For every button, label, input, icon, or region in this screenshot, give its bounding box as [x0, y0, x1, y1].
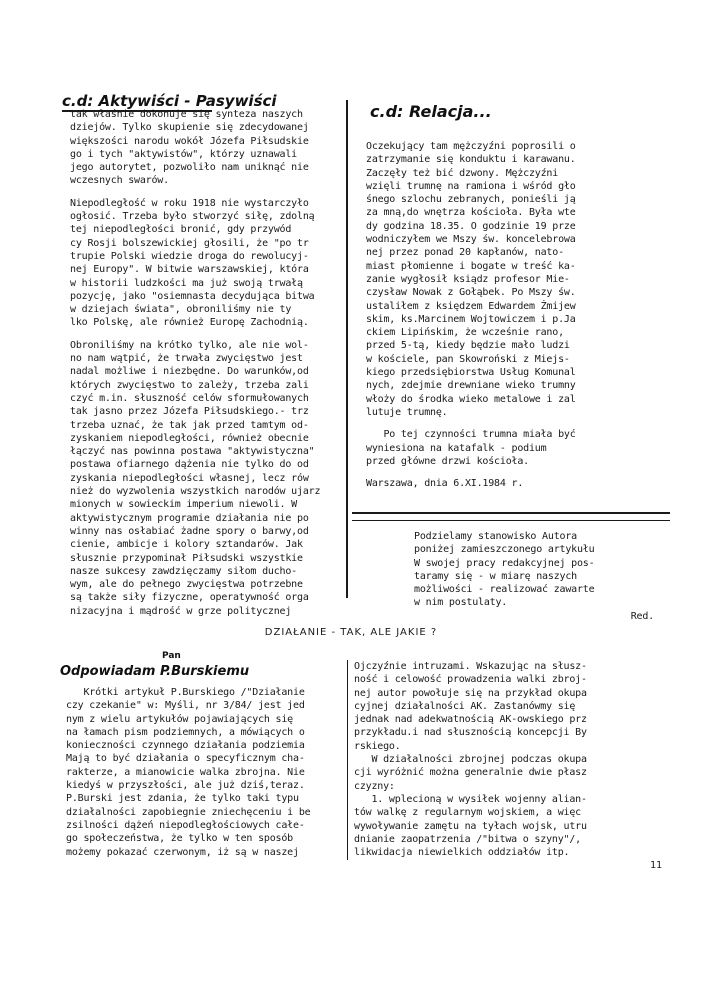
- text-line: są także siły fizyczne, operatywność orga: [70, 592, 309, 604]
- horizontal-rule-upper: [352, 512, 670, 514]
- text-line: możemy pokazać czerwonym, iż są w naszej: [66, 846, 299, 858]
- text-line: aktywistycznym programie działania nie po: [70, 512, 309, 524]
- text-line: poniżej zamieszczonego artykułu: [414, 544, 595, 556]
- text-line: jego autorytet, pozwoliło nam uniknąć nie: [70, 162, 309, 174]
- text-line: go i tych "aktywistów", którzy uznawali: [70, 148, 297, 160]
- text-line: działalności zapobiegnie zniechęceniu i be: [66, 806, 311, 818]
- text-line: nasze sukcesy zawdzięczamy siłom ducho-: [70, 565, 297, 577]
- text-line: cienie, ambicje i kolory sztandarów. Jak: [70, 539, 303, 551]
- text-line: Warszawa, dnia 6.XI.1984 r.: [366, 478, 524, 490]
- text-line: Po tej czynności trumna miała być: [366, 429, 576, 441]
- text-line: postawa ofiarnego dążenia nie tylko do od: [70, 459, 309, 471]
- text-line: tów walkę z regularnym wojskiem, a więc: [354, 807, 581, 819]
- text-line: cy Rosji bolszewickiej głosili, że "po tr: [70, 237, 309, 249]
- horizontal-rule-lower: [352, 520, 670, 521]
- text-line: zyskania niepodległości własnej, lecz rów: [70, 472, 309, 484]
- text-line: konieczności czynnego działania podziemia: [66, 740, 305, 752]
- text-line: dnianie zaopatrzenia /"bitwa o szyny"/,: [354, 833, 581, 845]
- bottom-right-column-text: [354, 660, 654, 859]
- text-line: ustaliłem z księdzem Edwardem Żmijew: [366, 300, 576, 312]
- text-line: W działalności zbrojnej podczas okupa: [354, 754, 587, 766]
- text-line: na łamach pism podziemnych, a mówiących o: [66, 726, 305, 738]
- text-line: go społeczeństwa, że tylko w ten sposób: [66, 833, 293, 845]
- text-line: czyzny:: [354, 780, 395, 792]
- text-line: cji wyróżnić można generalnie dwie płasz: [354, 767, 587, 779]
- editorial-note: [414, 530, 674, 623]
- text-line: winny nas osłabiać żadne spory o barwy,od: [70, 525, 309, 537]
- text-line: kiedyś w przyszłości, ale już dziś,teraz.: [66, 780, 305, 792]
- text-line: większości narodu wokół Józefa Piłsudskie: [70, 135, 309, 147]
- text-line: dy godzina 18.35. O godzinie 19 prze: [366, 220, 576, 232]
- text-line: dziejów. Tylko skupienie się zdecydowanej: [70, 122, 309, 134]
- text-line: czyć m.in. słuszność celów sformułowanych: [70, 392, 309, 404]
- text-line: nież do wyzwolenia wszystkich narodów ujarz: [70, 486, 321, 498]
- text-line: których zwycięstwo to zależy, trzeba zali: [70, 379, 309, 391]
- text-line: tak jasno przez Józefa Piłsudskiego.- trz: [70, 406, 309, 418]
- text-line: łączyć nas powinna postawa "aktywistyczna": [70, 446, 315, 458]
- text-line: w kościele, pan Skowroński z Miejs-: [366, 353, 570, 365]
- page-number: 11: [650, 860, 663, 871]
- text-line: P.Burski jest zdania, że tylko taki typu: [66, 793, 299, 805]
- text-line: nej autor powołuje się na przykład okupa: [354, 687, 587, 699]
- text-line: nadal możliwe i niezbędne. Do warunków,od: [70, 366, 309, 378]
- text-line: Niepodległość w roku 1918 nie wystarczyło: [70, 197, 309, 209]
- text-line: przykładu.i nad słusznością koncepcji By: [354, 727, 587, 739]
- text-line: zatrzymanie się konduktu i karawanu.: [366, 154, 576, 166]
- text-line: cyjnej działalności AK. Zastanówmy się: [354, 700, 576, 712]
- text-line: Ojczyźnie intruzami. Wskazując na słusz-: [354, 661, 587, 672]
- paragraph-gap: [366, 419, 666, 428]
- article-title: DZIAŁANIE - TAK, ALE JAKIE ?: [264, 627, 438, 638]
- text-line: nych, zdejmie drewniane wieko trumny: [366, 380, 576, 392]
- text-line: ogłosić. Trzeba było stworzyć siłę, zdolną: [70, 211, 315, 223]
- text-line: czy czekanie" w: Myśli, nr 3/84/ jest jed: [66, 700, 305, 712]
- text-line: w dziejach świata", obroniliśmy nie ty: [70, 304, 292, 316]
- right-column-heading: c.d: Relacja...: [370, 102, 492, 121]
- bottom-left-column-text: [66, 686, 348, 859]
- text-line: tej niepodległości bronić, gdy przywód: [70, 224, 292, 236]
- text-line: Krótki artykuł P.Burskiego /"Działanie: [66, 687, 305, 698]
- text-line: zanie wygłosił ksiądz profesor Mie-: [366, 273, 570, 285]
- paragraph-gap: [70, 188, 350, 197]
- bottom-left-heading: Odpowiadam P.Burskiemu: [60, 664, 250, 679]
- text-line: mionych w sowieckim imperium niewoli. W: [70, 499, 297, 511]
- text-line: nej Europy". W bitwie warszawskiej, która: [70, 264, 309, 276]
- text-line: wczesnych swarów.: [70, 175, 169, 187]
- text-line: nizacyjna i mądrość w grze politycznej: [70, 605, 292, 617]
- text-line: lutuje trumnę.: [366, 406, 448, 418]
- left-column-text: [70, 108, 350, 618]
- text-line: kiego przedsiębiorstwa Usług Komunal: [366, 367, 576, 379]
- text-line: tak właśnie dokonuje się synteza naszych: [70, 109, 303, 120]
- text-line: wywoływanie zamętu na tyłach wojsk, utru: [354, 820, 587, 832]
- text-line: możliwości - realizować zawarte: [414, 584, 595, 596]
- text-line: za mną,do wnętrza kościoła. Była wte: [366, 207, 576, 219]
- text-line: trupie Polski wiedzie droga do rewolucyj-: [70, 250, 309, 262]
- text-line: wzięli trumnę na ramiona i wśród gło: [366, 180, 576, 192]
- text-line: Zaczęły też bić dzwony. Mężczyźni: [366, 167, 559, 179]
- left-column-heading: c.d: Aktywiści - Pasywiści: [62, 92, 277, 110]
- text-line: wodniczyłem we Mszy św. koncelebrowa: [366, 234, 576, 246]
- text-line: lko Polskę, ale również Europę Zachodnią.: [70, 317, 309, 329]
- text-line: no nam wątpić, że trwała zwycięstwo jest: [70, 353, 303, 365]
- paragraph-gap: [366, 468, 666, 477]
- text-line: rskiego.: [354, 740, 401, 752]
- text-line: w historii ludzkości ma już swoją trwałą: [70, 277, 303, 289]
- text-line: nej przez ponad 20 kapłanów, nato-: [366, 247, 564, 259]
- text-line: wym, ale do pełnego zwycięstwa potrzebne: [70, 579, 303, 591]
- text-line: miast płomienne i bogate w treść ka-: [366, 260, 576, 272]
- text-line: przed 5-tą, kiedy będzie mało ludzi: [366, 340, 570, 352]
- text-line: ność i celowość prowadzenia walki zbroj-: [354, 674, 587, 686]
- text-line: zyskaniem niepodległości, również obecnie: [70, 432, 309, 444]
- bottom-left-super: Pan: [162, 651, 181, 661]
- text-line: Podzielamy stanowisko Autora: [414, 531, 577, 542]
- text-line: zsilności dążeń niepodległościowych całe-: [66, 819, 305, 831]
- text-line: przed główne drzwi kościoła.: [366, 455, 529, 467]
- text-line: rakterze, a mianowicie walka zbrojna. Nie: [66, 766, 305, 778]
- text-line: wyniesiona na katafalk - podium: [366, 442, 547, 454]
- text-line: czysław Nowak z Gołąbek. Po Mszy św.: [366, 287, 576, 299]
- text-line: nym z wielu artykułów pojawiających się: [66, 713, 293, 725]
- paragraph-gap: [70, 330, 350, 339]
- text-line: Oczekujący tam mężczyźni poprosili o: [366, 141, 576, 152]
- text-line: trzeba uznać, że tak jak przed tamtym od-: [70, 419, 309, 431]
- column-divider: [346, 100, 348, 598]
- bottom-column-divider: [347, 660, 348, 860]
- text-line: taramy się - w miarę naszych: [414, 570, 577, 582]
- right-column-text: [366, 140, 666, 490]
- text-line: Obroniliśmy na krótko tylko, ale nie wol-: [70, 339, 309, 351]
- text-line: włoży do środka wieko metalowe i zal: [366, 393, 576, 405]
- text-line: ckiem Lipińskim, że wcześnie rano,: [366, 327, 564, 339]
- text-line: w nim postulaty.: [414, 597, 508, 609]
- text-line: pozycję, jako "osiemnasta decydująca bitwa: [70, 290, 315, 302]
- text-line: skim, ks.Marcinem Wojtowiczem i p.Ja: [366, 313, 576, 325]
- text-line: 1. wplecioną w wysiłek wojenny alian-: [354, 793, 587, 805]
- text-line: W swojej pracy redakcyjnej pos-: [414, 557, 595, 569]
- text-line: śnego szlochu zebranych, ponieśli ją: [366, 194, 576, 206]
- text-line: likwidacja niewielkich oddziałów itp.: [354, 847, 570, 859]
- text-line: słusznie przypominał Piłsudski wszystkie: [70, 552, 303, 564]
- text-line: Mają to być działania o specyficznym cha-: [66, 753, 305, 765]
- editorial-signature: Red.: [630, 610, 654, 622]
- text-line: jednak nad adekwatnością AK-owskiego prz: [354, 714, 587, 726]
